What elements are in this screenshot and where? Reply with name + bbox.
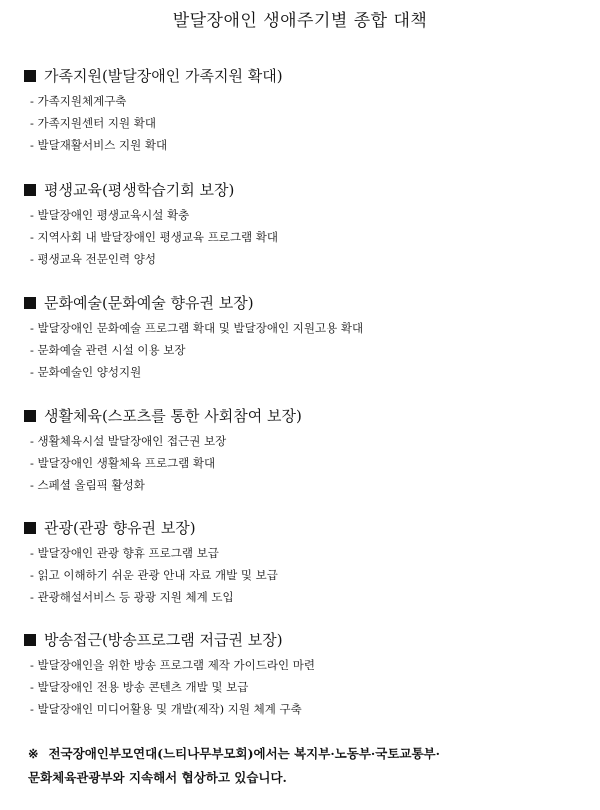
list-item: - 평생교육 전문인력 양성	[30, 252, 156, 266]
list-item: - 스페셜 올림픽 활성화	[30, 478, 145, 492]
footer-text-1: 전국장애인부모연대(느티나무부모회)에서는 복지부·노동부·국토교통부·	[48, 746, 440, 761]
section-heading	[24, 180, 234, 200]
black-square-bullet-icon	[24, 410, 36, 422]
section-heading-text: 방송접근(방송프로그램 저급권 보장)	[44, 631, 283, 649]
reference-mark-icon: ※	[28, 746, 39, 761]
footer-line-2: 문화체육관광부와 지속해서 협상하고 있습니다.	[28, 770, 287, 785]
list-item: - 발달재활서비스 지원 확대	[30, 138, 168, 152]
section-heading-text: 생활체육(스포츠를 통한 사회참여 보장)	[44, 407, 302, 425]
list-item: - 문화예술인 양성지원	[30, 365, 142, 379]
list-item: - 발달장애인을 위한 방송 프로그램 제작 가이드라인 마련	[30, 658, 315, 672]
list-item: - 발달장애인 미디어활용 및 개발(제작) 지원 체계 구축	[30, 702, 302, 716]
black-square-bullet-icon	[24, 297, 36, 309]
black-square-bullet-icon	[24, 184, 36, 196]
list-item: - 생활체육시설 발달장애인 접근권 보장	[30, 434, 227, 448]
section-heading-text: 평생교육(평생학습기회 보장)	[44, 181, 235, 199]
section-heading-text: 관광(관광 향유권 보장)	[44, 519, 196, 537]
list-item: - 지역사회 내 발달장애인 평생교육 프로그램 확대	[30, 230, 278, 244]
footer-line-1	[28, 742, 584, 766]
black-square-bullet-icon	[24, 522, 36, 534]
list-item: - 발달장애인 평생교육시설 확충	[30, 208, 190, 222]
section-heading-text: 가족지원(발달장애인 가족지원 확대)	[44, 67, 283, 85]
black-square-bullet-icon	[24, 634, 36, 646]
black-square-bullet-icon	[24, 70, 36, 82]
section-heading-text: 문화예술(문화예술 향유권 보장)	[44, 294, 254, 312]
list-item: - 가족지원체계구축	[30, 94, 127, 108]
list-item: - 발달장애인 문화예술 프로그램 확대 및 발달장애인 지원고용 확대	[30, 321, 364, 335]
list-item: - 가족지원센터 지원 확대	[30, 116, 156, 130]
section-heading	[24, 630, 283, 650]
section-heading	[24, 66, 283, 86]
list-item: - 읽고 이해하기 쉬운 관광 안내 자료 개발 및 보급	[30, 568, 278, 582]
list-item: - 관광해설서비스 등 광광 지원 체계 도입	[30, 590, 234, 604]
list-item: - 발달장애인 생활체육 프로그램 확대	[30, 456, 216, 470]
list-item: - 발달장애인 관광 향휴 프로그램 보급	[30, 546, 219, 560]
section-heading	[24, 518, 196, 538]
section-heading	[24, 406, 302, 426]
list-item: - 문화예술 관련 시설 이용 보장	[30, 343, 186, 357]
section-heading	[24, 293, 254, 313]
footer-note	[28, 742, 584, 790]
list-item: - 발달장애인 전용 방송 콘텐츠 개발 및 보급	[30, 680, 249, 694]
document-title: 발달장애인 생애주기별 종합 대책	[172, 11, 428, 31]
